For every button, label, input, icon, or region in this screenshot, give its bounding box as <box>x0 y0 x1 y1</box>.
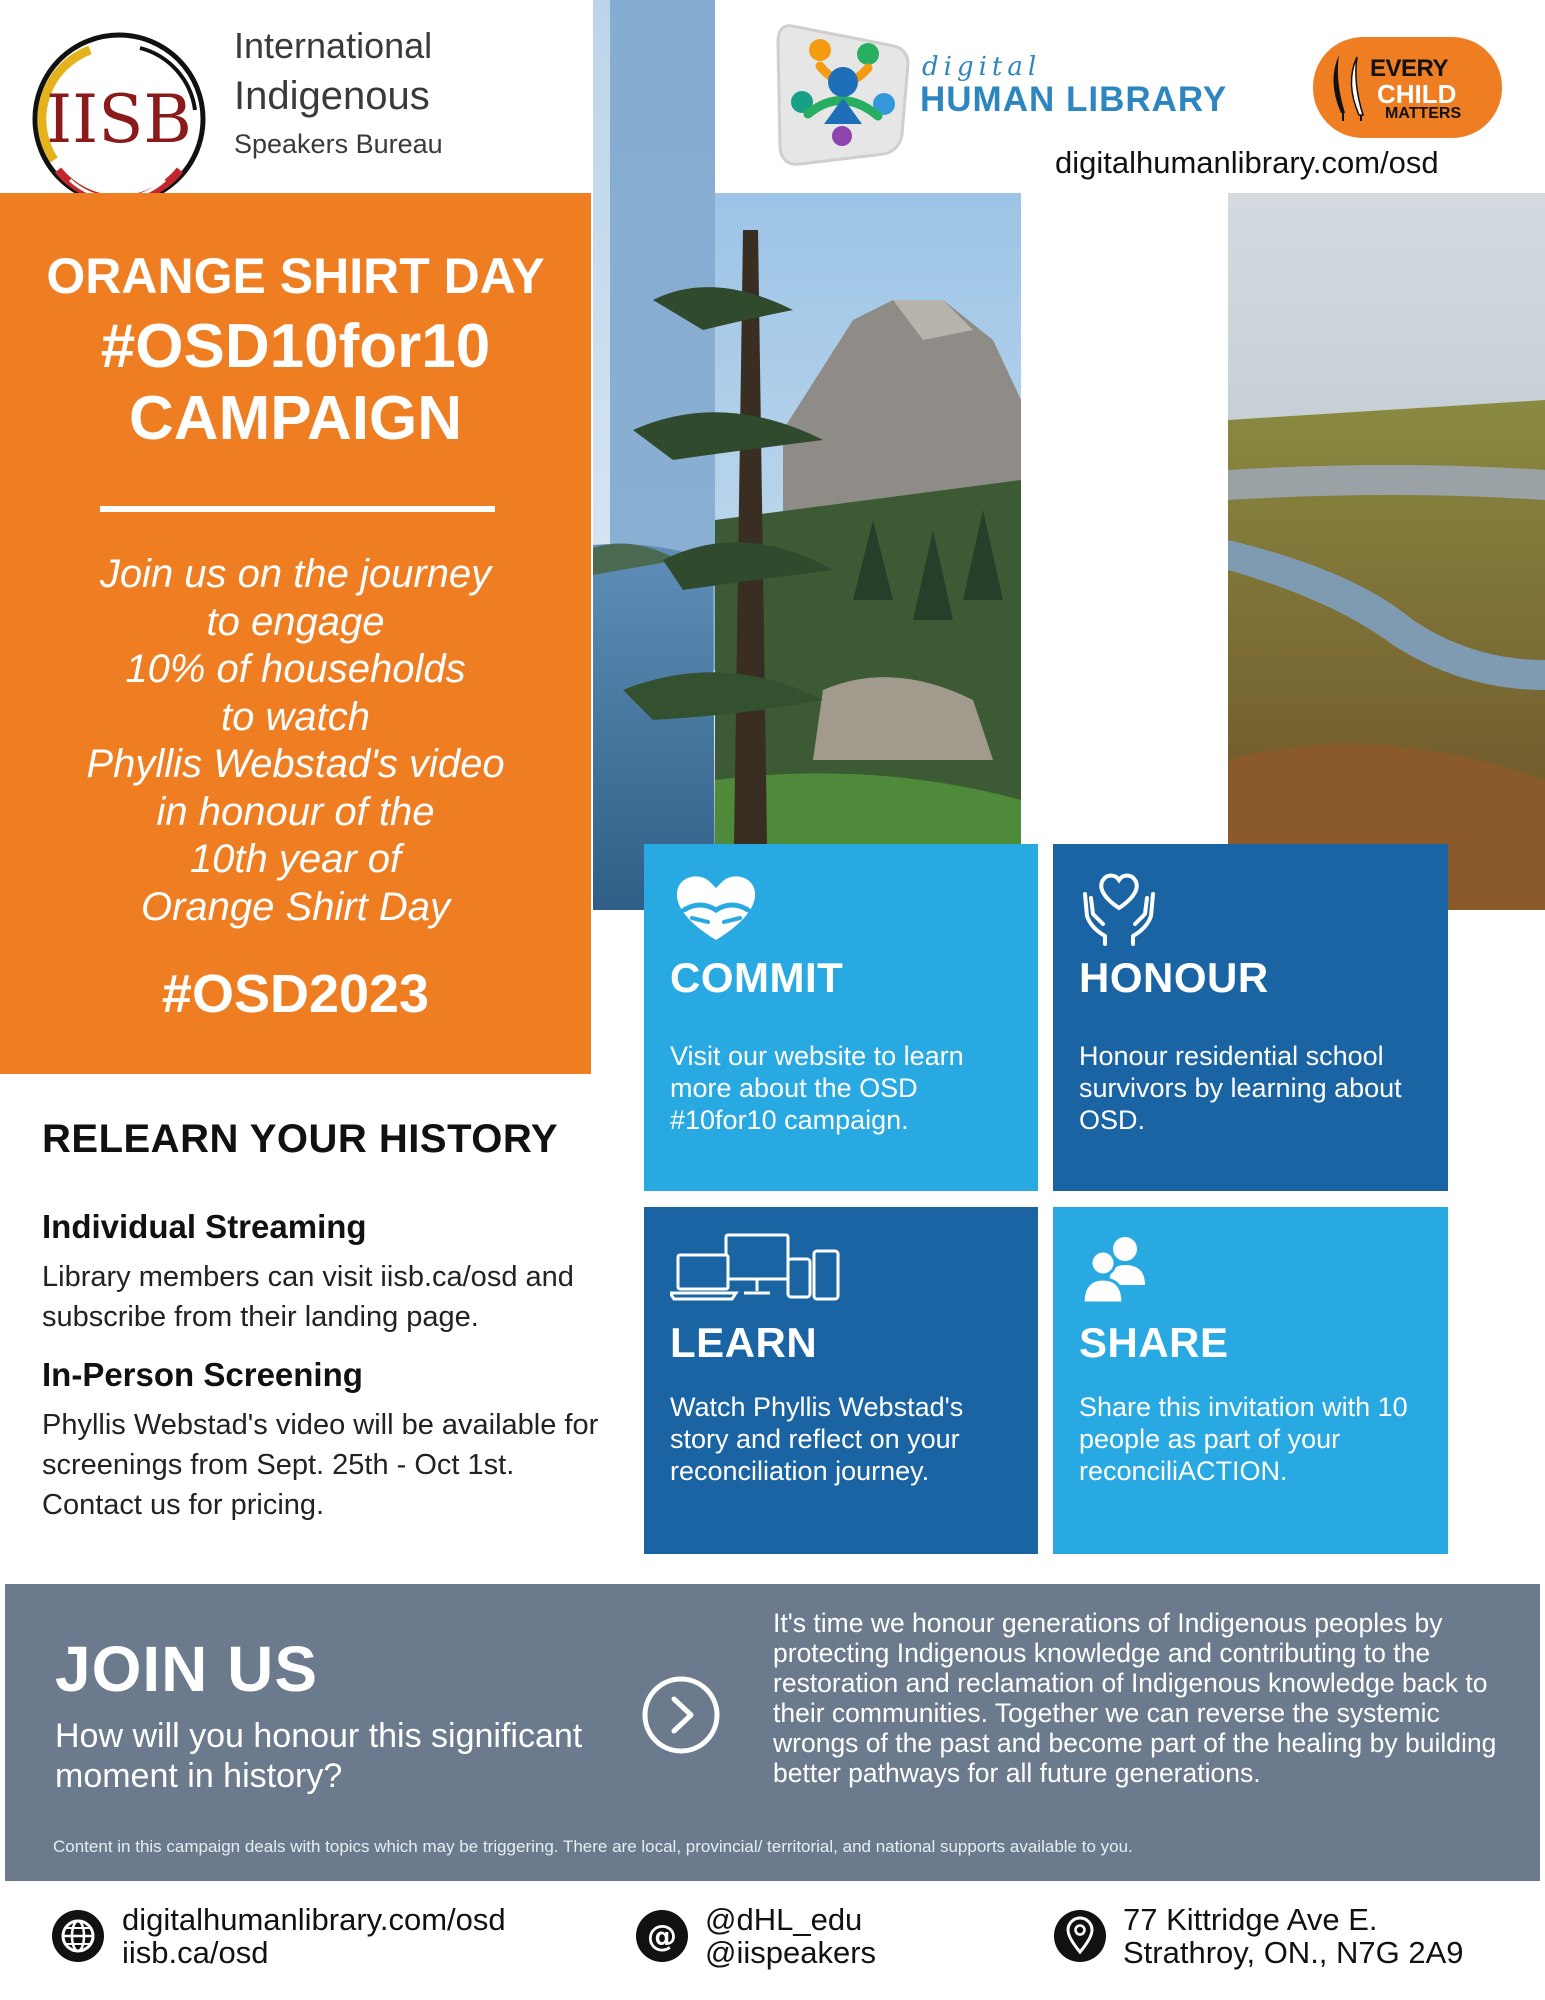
honour-body: Honour residential school survivors by learning about OSD. <box>1079 1041 1402 1135</box>
iisb-name-line1: International <box>234 25 433 66</box>
ecm-line3: MATTERS <box>1385 105 1462 122</box>
iisb-name-line3: Speakers Bureau <box>234 129 443 159</box>
iisb-logo-text: IISB <box>46 81 192 158</box>
join-us-subtitle: How will you honour this significant moment in history? <box>55 1717 583 1795</box>
footer-url-dhl[interactable]: digitalhumanlibrary.com/osd <box>122 1902 506 1937</box>
ecm-line2: CHILD <box>1377 79 1457 109</box>
campaign-body-line: Orange Shirt Day <box>140 884 451 929</box>
footer-url-iisb[interactable]: iisb.ca/osd <box>122 1935 269 1970</box>
join-us-body: It's time we honour generations of Indigenous peoples by protecting Indigenous knowledge and contributing to the restoration and reclamation of Indigenous knowledge back to their communities. Together we can reverse the systemic wrongs of the past and become part of the healing by building better pathways for all future generations. <box>773 1608 1497 1788</box>
campaign-body-line: 10% of households <box>125 647 466 691</box>
hands-heart-icon <box>1079 870 1159 946</box>
location-pin-icon <box>1054 1910 1106 1962</box>
header-url-link[interactable]: digitalhumanlibrary.com/osd <box>1055 145 1439 180</box>
campaign-body-line: in honour of the <box>156 789 435 834</box>
footer-handle-dhl[interactable]: @dHL_edu <box>705 1902 863 1937</box>
campaign-divider <box>100 506 495 512</box>
footer-handle-iisb[interactable]: @iispeakers <box>705 1935 877 1970</box>
learn-title: LEARN <box>670 1319 818 1366</box>
campaign-body-line: Join us on the journey <box>99 552 492 596</box>
campaign-body-line: 10th year of <box>189 837 402 881</box>
honour-tile <box>1053 844 1448 1191</box>
individual-streaming-body: Library members can visit iisb.ca/osd and subscribe from their landing page. <box>42 1261 574 1333</box>
ecm-line1: EVERY <box>1370 55 1448 82</box>
globe-icon <box>52 1910 104 1962</box>
dhl-word-digital: digital <box>922 52 1042 82</box>
trigger-warning-note: Content in this campaign deals with topics which may be triggering. There are local, provincial/ territorial, and national supports available to you. <box>53 1837 1133 1856</box>
footer-social-handles <box>705 1903 876 1969</box>
commit-body: Visit our website to learn more about the OSD #10for10 campaign. <box>670 1041 964 1135</box>
svg-text:@: @ <box>647 1919 677 1954</box>
commit-tile <box>644 844 1038 1191</box>
relearn-title: RELEARN YOUR HISTORY <box>42 1117 558 1161</box>
people-icon <box>1079 1233 1151 1305</box>
honour-title: HONOUR <box>1079 954 1269 1001</box>
campaign-year-tag: #OSD2023 <box>161 964 430 1024</box>
footer-address-line1: 77 Kittridge Ave E. <box>1123 1902 1378 1937</box>
share-tile <box>1053 1207 1448 1554</box>
campaign-panel <box>0 193 591 1074</box>
join-us-title: JOIN US <box>55 1633 319 1705</box>
iisb-name-line2: Indigenous <box>234 74 430 118</box>
iisb-logo <box>30 30 208 208</box>
footer-address-line2: Strathroy, ON., N7G 2A9 <box>1123 1935 1464 1970</box>
in-person-screening-title: In-Person Screening <box>42 1356 363 1393</box>
share-title: SHARE <box>1079 1319 1229 1366</box>
at-sign-icon <box>636 1910 688 1962</box>
devices-icon <box>670 1233 840 1303</box>
iisb-name <box>234 22 443 166</box>
campaign-body-line: to watch <box>221 694 370 739</box>
campaign-hashtag: #OSD10for10 <box>100 312 491 381</box>
share-body: Share this invitation with 10 people as part of your reconciliACTION. <box>1079 1392 1408 1486</box>
heart-hands-icon <box>670 870 762 946</box>
footer-web-links <box>122 1903 506 1969</box>
campaign-body <box>0 551 591 931</box>
learn-tile <box>644 1207 1038 1554</box>
campaign-body-line: Phyllis Webstad's video <box>86 742 505 786</box>
footer-address <box>1123 1903 1464 1969</box>
landscape-photo-collage <box>593 0 1545 910</box>
learn-body: Watch Phyllis Webstad's story and reflect on your reconciliation journey. <box>670 1392 964 1486</box>
join-us-band <box>5 1584 1540 1881</box>
campaign-word: CAMPAIGN <box>129 384 462 453</box>
commit-title: COMMIT <box>670 954 844 1001</box>
individual-streaming-title: Individual Streaming <box>42 1208 367 1245</box>
dhl-word-human-library: HUMAN LIBRARY <box>920 80 1228 119</box>
chevron-right-icon[interactable] <box>641 1675 721 1755</box>
campaign-title: ORANGE SHIRT DAY <box>46 248 545 304</box>
campaign-body-line: to engage <box>206 599 385 644</box>
in-person-screening-body: Phyllis Webstad's video will be available for screenings from Sept. 25th - Oct 1st. Contact us for pricing. <box>42 1409 599 1521</box>
